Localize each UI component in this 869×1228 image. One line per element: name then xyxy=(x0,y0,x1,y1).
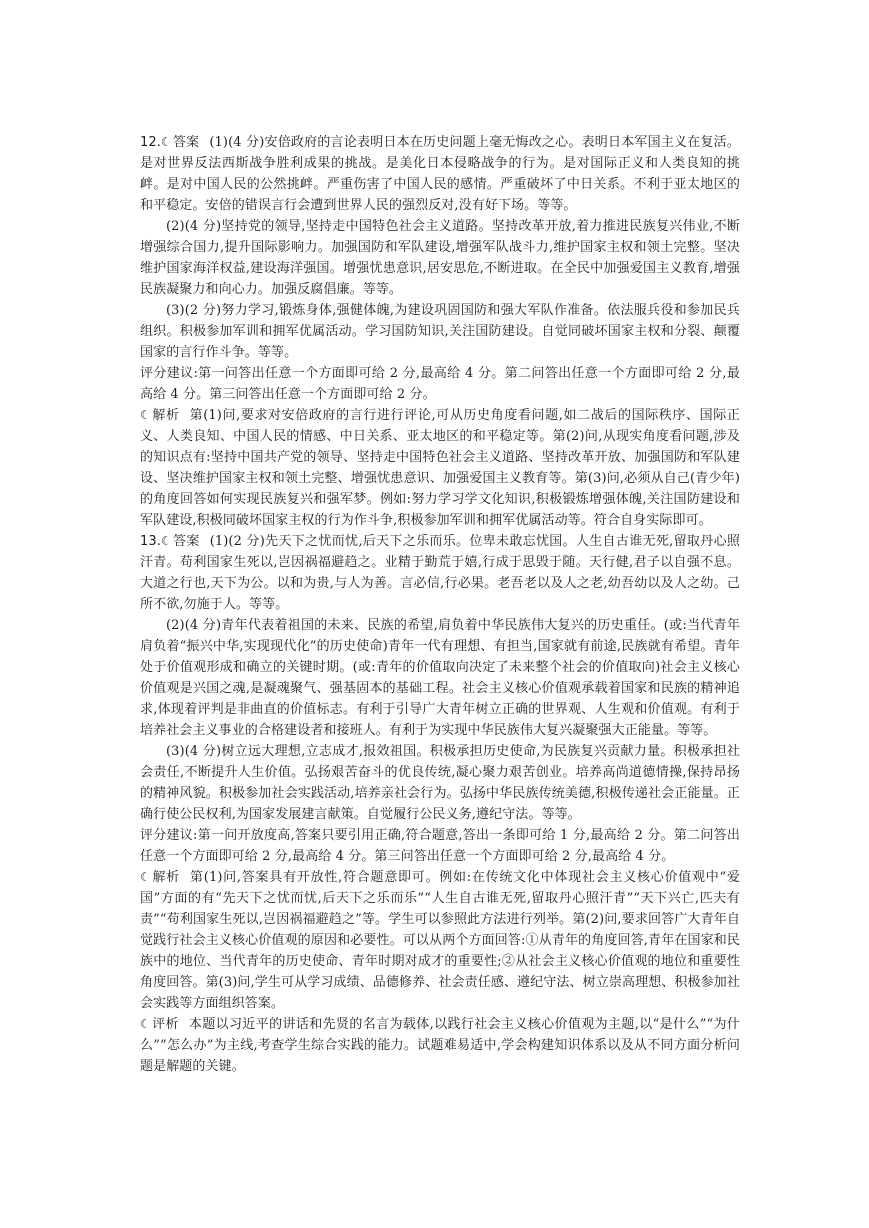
q12-part3: (3)(2 分)努力学习,锻炼身体,强健体魄,为建设巩固国防和强大军队作准备。依法服兵役和参加民兵组织。积极参加军训和拥军优属活动。学习国防知识,关注国防建设。自觉同破坏国家主权和分裂、颠覆国家的言行作斗争。等等。 xyxy=(140,303,740,360)
q12-analysis-text: 第(1)问,要求对安倍政府的言行进行评论,可从历史角度看问题,如二战后的国际秩序、国际正义、人类良知、中国人民的情感、中日关系、亚太地区的和平稳定等。第(2)问,从现实角度看问题,涉及的知识点有:坚持中国共产党的领导、坚持走中国特色社会主义道路、坚持改革开放、加强国防和军队建设、坚决维护国家主权和领土完整、增强忧患意识、加强爱国主义教育等。第(3)问,必须从自己(青少年)的角度回答如何实现民族复兴和强军梦。例如:努力学习学文化知识,积极锻炼增强体魄,关注国防建设和军队建设,积极同破坏国家主权的行为作斗争,积极参加军训和拥军优属活动等。符合自身实际即可。 xyxy=(140,408,740,528)
q13-comment xyxy=(140,1014,740,1077)
tag-marker-icon: ☾ xyxy=(160,534,172,548)
q12-part2: (2)(4 分)坚持党的领导,坚持走中国特色社会主义道路。坚持改革开放,着力推进民族复兴伟业,不断增强综合国力,提升国际影响力。加强国防和军队建设,增强军队战斗力,维护国家主权和领土完整。坚决维护国家海洋权益,建设海洋强国。增强忧患意识,居安思危,不断进取。在全民中加强爱国主义教育,增强民族凝聚力和向心力。加强反腐倡廉。等等。 xyxy=(140,219,740,297)
tag-marker-icon: ☾ xyxy=(140,408,151,422)
q12-scoring: 评分建议:第一问答出任意一个方面即可给 2 分,最高给 4 分。第二问答出任意一个方面即可给 2 分,最高给 4 分。第三问答出任意一个方面即可给 2 分。 xyxy=(140,366,740,402)
q13-answer xyxy=(140,531,740,615)
q12-analysis-tag: 解析 xyxy=(151,408,180,423)
q13-part2: (2)(4 分)青年代表着祖国的未来、民族的希望,肩负着中华民族伟大复兴的历史重任。(或:当代青年肩负着“振兴中华,实现现代化”的历史使命)青年一代有理想、有担当,国家就有前途,民族就有希望。青年处于价值观形成和确立的关键时期。(或:青年的价值取向决定了未来整个社会的价值取向)社会主义核心价值观是兴国之魂,是凝魂聚气、强基固本的基础工程。社会主义核心价值观承载着国家和民族的精神追求,体现着评判是非曲直的价值标志。有利于引导广大青年树立正确的世界观、人生观和价值观。有利于培养社会主义事业的合格建设者和接班人。有利于为实现中华民族伟大复兴凝聚强大正能量。等等。 xyxy=(140,618,740,738)
tag-marker-icon: ☾ xyxy=(140,870,151,884)
q13-analysis-text: 第(1)问,答案具有开放性,符合题意即可。例如:在传统文化中体现社会主义核心价值观中“爱国”方面的有“先天下之忧而忧,后天下之乐而乐”“人生自古谁无死,留取丹心照汗青”“天下兴亡,匹夫有责”“苟利国家生死以,岂因祸福避趋之”等。学生可以参照此方法进行列举。第(2)问,要求回答广大青年自觉践行社会主义核心价值观的原因和必要性。可以从两个方面回答:①从青年的角度回答,青年在国家和民族中的地位、当代青年的历史使命、青年时期对成才的重要性;②从社会主义核心价值观的地位和重要性角度回答。第(3)问,学生可从学习成绩、品德修养、社会责任感、遵纪守法、树立崇高理想、积极参加社会实践等方面组织答案。 xyxy=(140,870,740,1011)
q12-answer xyxy=(140,132,740,216)
q13-part3: (3)(4 分)树立远大理想,立志成才,报效祖国。积极承担历史使命,为民族复兴贡献力量。积极承担社会责任,不断提升人生价值。弘扬艰苦奋斗的优良传统,凝心聚力艰苦创业。培养高尚道德情操,保持昂扬的精神风貌。积极参加社会实践活动,培养亲社会行为。弘扬中华民族传统美德,积极传递社会正能量。正确行使公民权利,为国家发展建言献策。自觉履行公民义务,遵纪守法。等等。 xyxy=(140,744,740,822)
q13-scoring: 评分建议:第一问开放度高,答案只要引用正确,符合题意,答出一条即可给 1 分,最高给 2 分。第二问答出任意一个方面即可给 2 分,最高给 4 分。第三问答出任意一个方面即可给 2 分,最高给 4 分。 xyxy=(140,828,740,864)
q12-answer-tag: 答案 xyxy=(172,135,200,150)
q12-analysis xyxy=(140,405,740,531)
tag-marker-icon: ☾ xyxy=(160,135,172,149)
q13-part1: (1)(2 分)先天下之忧而忧,后天下之乐而乐。位卑未敢忘忧国。人生自古谁无死,留取丹心照汗青。苟利国家生死以,岂因祸福避趋之。业精于勤荒于嬉,行成于思毁于随。天行健,君子以自强不息。大道之行也,天下为公。以和为贵,与人为善。言必信,行必果。老吾老以及人之老,幼吾幼以及人之幼。己所不欲,勿施于人。等等。 xyxy=(140,534,740,612)
q13-analysis xyxy=(140,867,740,1014)
q13-analysis-tag: 解析 xyxy=(151,870,181,885)
q13-comment-tag: 评析 xyxy=(151,1017,179,1032)
tag-marker-icon: ☾ xyxy=(140,1017,151,1031)
q13-comment-text: 本题以习近平的讲话和先贤的名言为载体,以践行社会主义核心价值观为主题,以“是什么”“为什么”“怎么办”为主线,考查学生综合实践的能力。试题难易适中,学会构建知识体系以及从不同方面分析问题是解题的关键。 xyxy=(140,1017,740,1074)
q13-number: 13. xyxy=(140,534,161,549)
q12-part1: (1)(4 分)安倍政府的言论表明日本在历史问题上毫无悔改之心。表明日本军国主义在复活。是对世界反法西斯战争胜利成果的挑战。是美化日本侵略战争的行为。是对国际正义和人类良知的挑衅。是对中国人民的公然挑衅。严重伤害了中国人民的感情。严重破坏了中日关系。不利于亚太地区的和平稳定。安倍的错误言行会遭到世界人民的强烈反对,没有好下场。等等。 xyxy=(140,135,740,213)
answer-page xyxy=(140,132,740,1077)
q12-number: 12. xyxy=(140,135,161,150)
q13-answer-tag: 答案 xyxy=(172,534,200,549)
